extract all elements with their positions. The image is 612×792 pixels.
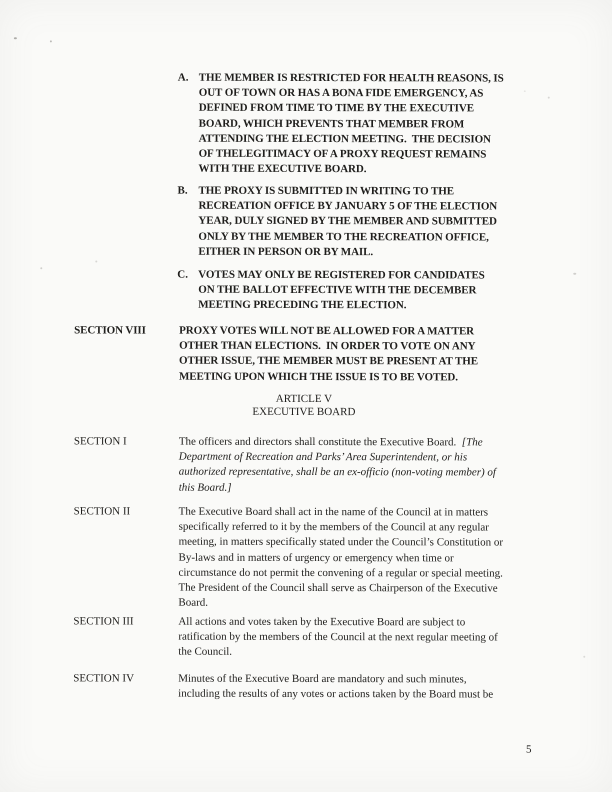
section-iii-text: All actions and votes taken by the Executive Board are subject to ratification by the members of the Council at the next regular meeting of the Council. [178,615,498,659]
scan-speck [573,273,576,275]
list-item-a [178,71,544,178]
section-i-label: SECTION I [73,435,127,448]
scan-speck [14,37,17,39]
list-item-b [177,184,543,261]
section-ii-label: SECTION II [73,505,131,518]
section-iv-text: Minutes of the Executive Board are mandatory and such minutes, including the results of any votes or actions taken by the Board must be [178,672,494,701]
section-iii-label: SECTION III [73,615,134,628]
section-viii-label: SECTION VIII [74,324,146,337]
list-item-a-text: THE MEMBER IS RESTRICTED FOR HEALTH REASONS, IS OUT OF TOWN OR HAS A BONA FIDE EMERGENCY, AS DEFINED FROM TIME TO TIME BY THE EXECUTIVE BOARD, WHICH PREVENTS THAT MEMBER FROM ATTENDING THE ELECTION MEETING. THE DECISION OF THELEGITIMACY OF A PROXY REQUEST REMAINS WITH THE EXECUTIVE BOARD. [198,71,504,176]
list-item-c-marker: C. [177,268,188,281]
list-item-b-text: THE PROXY IS SUBMITTED IN WRITING TO THE RECREATION OFFICE BY JANUARY 5 OF THE ELECTION YEAR, DULY SIGNED BY THE MEMBER AND SUBMITTED ONLY BY THE MEMBER TO THE RECREATION OFFICE, EITHER IN PERSON OR BY MAIL. [198,184,498,258]
section-iv-row [73,671,545,703]
scan-speck [524,91,526,92]
section-ii-text: The Executive Board shall act in the name of the Council at in matters specifically referred to it by the members of the Council at any regular meeting, in matters specifically stated under the Council’s Constitution or By-laws and in matters of urgency or emergency when time or circumstance do not permit the convening of a regular or special meeting. The President of the Council shall serve as Chairperson of the Executive Board. [178,505,504,609]
section-i-text-italic: [The Department of Recreation and Parks’ Area Superintendent, or his authorized representative, shall be an ex-officio (non-voting member) of this Board.] [178,436,496,494]
scan-speck [583,656,585,658]
scan-speck [548,97,550,99]
section-iv-label: SECTION IV [73,672,135,685]
article-v-heading [74,392,534,418]
section-i-text [179,435,547,497]
page-number: 5 [526,743,532,756]
list-item-a-marker: A. [177,71,189,84]
section-iii-row [73,614,545,661]
article-v-subtitle: EXECUTIVE BOARD [252,405,356,418]
list-item-c [177,268,543,315]
section-i-row [74,434,546,496]
section-viii-text: PROXY VOTES WILL NOT BE ALLOWED FOR A MATTER OTHER THAN ELECTIONS. IN ORDER TO VOTE ON ANY OTHER ISSUE, THE MEMBER MUST BE PRESENT AT THE MEETING UPON WHICH THE ISSUE IS TO BE VOTED. [178,324,478,384]
article-v-title: ARTICLE V [275,392,333,406]
list-item-b-marker: B. [177,184,188,197]
list-item-c-text: VOTES MAY ONLY BE REGISTERED FOR CANDIDATES ON THE BALLOT EFFECTIVE WITH THE DECEMBER MEETING PRECEDING THE ELECTION. [198,268,485,312]
section-i-text-regular: The officers and directors shall constitute the Executive Board. [178,435,462,449]
scan-speck [95,260,97,262]
scan-speck [50,40,52,42]
section-ii-row [73,504,545,612]
section-viii-row [74,323,546,385]
scan-speck [40,267,42,269]
